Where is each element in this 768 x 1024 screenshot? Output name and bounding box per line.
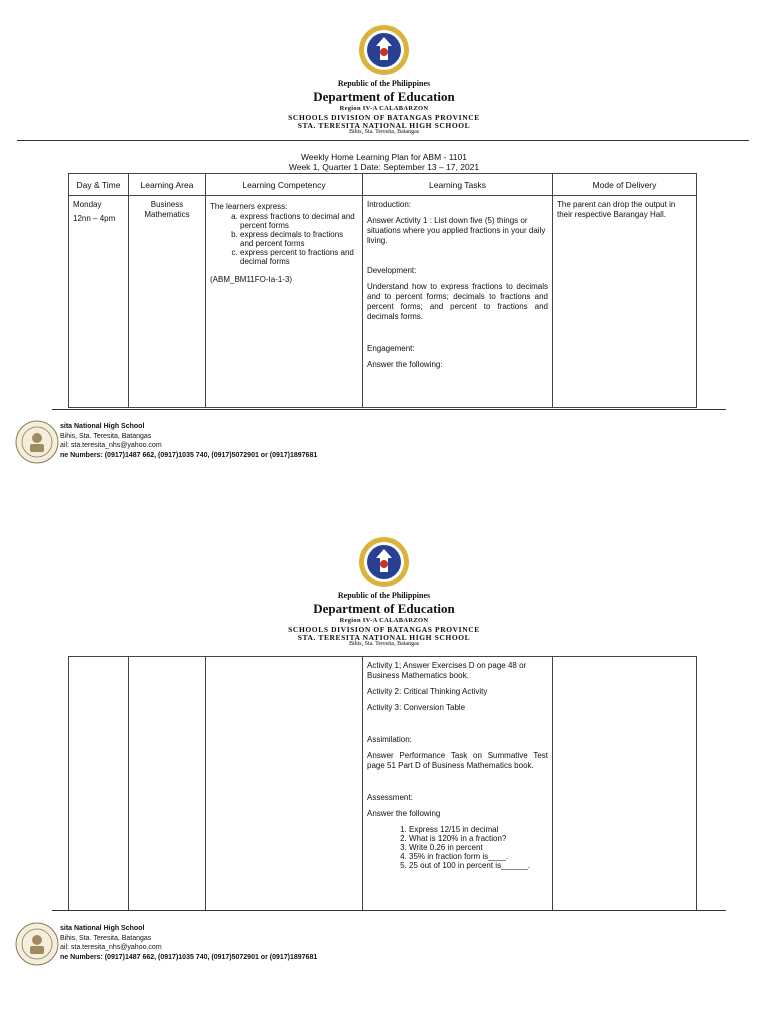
col-header-day-time: Day & Time (69, 174, 129, 196)
region-label: Region IV-A CALABARZON (339, 617, 429, 624)
footer-address: Bihis, Sta. Teresita, Batangas (60, 432, 152, 440)
footer-school: sita National High School (60, 925, 145, 932)
department-title: Department of Education (313, 601, 455, 616)
footer-email: ail: sta.teresita_nhs@yahoo.com (60, 442, 162, 449)
learning-tasks-cell (363, 196, 553, 408)
competency-intro: The learners express: (210, 202, 288, 211)
introduction-text: Answer Activity 1 : List down five (5) things or situations where you applied fractions in your daily living. (367, 216, 546, 245)
school-label: STA. TERESITA NATIONAL HIGH SCHOOL (297, 121, 471, 130)
list-item: 2. What is 120% in a fraction? (409, 834, 548, 843)
footer-school: sita National High School (60, 423, 145, 430)
learning-tasks-cell (363, 657, 553, 911)
footer-contact (60, 924, 317, 962)
day-time-cell (69, 657, 129, 911)
footer-divider (52, 409, 726, 410)
assessment-text: Answer the following (367, 809, 441, 818)
division-label: SCHOOLS DIVISION OF BATANGAS PROVINCE (288, 113, 480, 122)
deped-seal-icon (358, 536, 410, 588)
list-item: 4. 35% in fraction form is____. (409, 852, 548, 861)
assessment-heading: Assessment: (367, 793, 413, 802)
learning-competency-cell (206, 196, 363, 408)
department-title: Department of Education (313, 89, 455, 104)
division-label: SCHOOLS DIVISION OF BATANGAS PROVINCE (288, 625, 480, 634)
list-item: 1. Express 12/15 in decimal (409, 825, 548, 834)
activity-3-text: Activity 3: Conversion Table (367, 703, 466, 712)
learning-plan-table (68, 173, 697, 408)
mode-of-delivery-text: The parent can drop the output in their respective Barangay Hall. (557, 200, 676, 219)
day-label: Monday (73, 200, 102, 209)
learning-area-cell (129, 657, 206, 911)
learning-area-text: Business Mathematics (144, 200, 190, 219)
page-1 (0, 0, 768, 500)
development-text: Understand how to express fractions to decimals and to percent forms; decimals to fractions and percent forms; and percent to fractions and decimals forms. (367, 282, 548, 321)
activity-1-text: Activity 1; Answer Exercises D on page 48 or Business Mathematics book. (367, 661, 527, 680)
list-item: 3. Write 0.26 in percent (409, 843, 548, 852)
list-item: b. express decimals to fractions and percent forms (240, 230, 358, 248)
page-2 (0, 512, 768, 1012)
school-seal-icon (15, 420, 59, 464)
list-item: 5. 25 out of 100 in percent is______. (409, 861, 548, 870)
list-item: c. express percent to fractions and decimal forms (240, 248, 358, 266)
plan-subtitle: Week 1, Quarter 1 Date: September 13 – 17, 2021 (288, 162, 480, 172)
republic-label: Republic of the Philippines (337, 79, 431, 88)
footer-address: Bihis, Sta. Teresita, Batangas (60, 934, 152, 942)
assessment-list (367, 825, 548, 870)
time-label: 12nn – 4pm (73, 214, 116, 223)
competency-code: (ABM_BM11FO-Ia-1-3) (210, 275, 293, 284)
engagement-heading: Engagement: (367, 344, 415, 353)
region-label: Region IV-A CALABARZON (339, 105, 429, 112)
introduction-heading: Introduction: (367, 200, 412, 209)
assimilation-heading: Assimilation: (367, 735, 412, 744)
day-time-cell (69, 196, 129, 408)
mode-of-delivery-cell (553, 657, 697, 911)
school-seal-icon (15, 922, 59, 966)
activity-2-text: Activity 2: Critical Thinking Activity (367, 687, 488, 696)
learning-area-cell (129, 196, 206, 408)
col-header-mode-of-delivery: Mode of Delivery (553, 174, 697, 196)
engagement-text: Answer the following: (367, 360, 443, 369)
plan-title: Weekly Home Learning Plan for ABM - 1101 (301, 152, 467, 162)
location-label: Bihis, Sta. Teresita, Batangas (348, 641, 420, 647)
republic-label: Republic of the Philippines (337, 591, 431, 600)
learning-competency-cell (206, 657, 363, 911)
development-heading: Development: (367, 266, 417, 275)
school-label: STA. TERESITA NATIONAL HIGH SCHOOL (297, 633, 471, 642)
list-item: a. express fractions to decimal and percent forms (240, 212, 358, 230)
footer-email: ail: sta.teresita_nhs@yahoo.com (60, 944, 162, 951)
learning-plan-table-continued (68, 656, 697, 911)
header-divider (17, 140, 749, 141)
footer-phones: ne Numbers: (0917)1487 662, (0917)1035 740, (0917)5072901 or (0917)1897681 (60, 953, 318, 961)
footer-contact (60, 422, 317, 460)
col-header-learning-area: Learning Area (129, 174, 206, 196)
location-label: Bihis, Sta. Teresita, Batangas (348, 129, 420, 135)
footer-phones: ne Numbers: (0917)1487 662, (0917)1035 740, (0917)5072901 or (0917)1897681 (60, 451, 318, 459)
col-header-learning-tasks: Learning Tasks (363, 174, 553, 196)
deped-seal-icon (358, 24, 410, 76)
footer-divider (52, 910, 726, 911)
col-header-learning-competency: Learning Competency (206, 174, 363, 196)
mode-of-delivery-cell (553, 196, 697, 408)
competency-list (210, 212, 358, 266)
assimilation-text: Answer Performance Task on Summative Test page 51 Part D of Business Mathematics book. (367, 751, 548, 770)
